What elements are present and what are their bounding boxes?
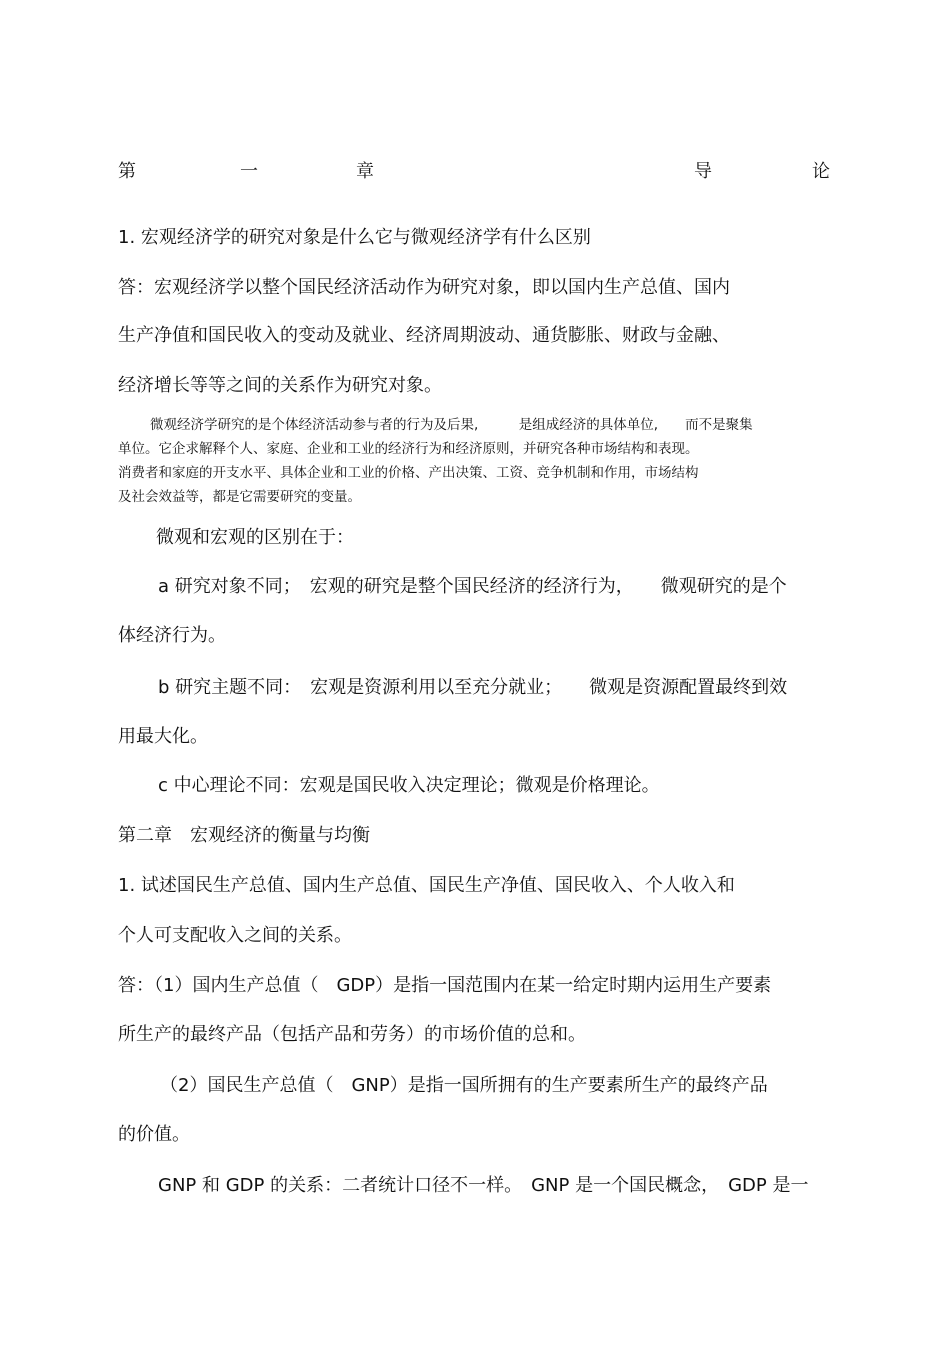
- answer-line: 答：宏观经济学以整个国民经济活动作为研究对象，即以国内生产总值、国内: [118, 277, 730, 298]
- difference-b-line: b 研究主题不同： 宏观是资源利用以至充分就业； 微观是资源配置最终到效: [158, 677, 788, 698]
- micro-paragraph-line: 微观经济学研究的是个体经济活动参与者的行为及后果, 是组成经济的具体单位, 而不是聚集: [150, 417, 753, 433]
- chapter-1-title: [118, 157, 832, 185]
- chapter-2-answer-line: 的价值。: [118, 1124, 190, 1145]
- chapter-1-char: 一: [240, 161, 258, 182]
- chapter-1-char: 第: [118, 161, 136, 182]
- chapter-1-char: 导: [694, 161, 712, 182]
- difference-c-line: c 中心理论不同：宏观是国民收入决定理论；微观是价格理论。: [158, 775, 660, 796]
- chapter-2-answer-line: （2）国民生产总值（ GNP）是指一国所拥有的生产要素所生产的最终产品: [160, 1075, 768, 1096]
- chapter-1-char: 论: [812, 161, 830, 182]
- difference-b-line: 用最大化。: [118, 726, 208, 747]
- micro-paragraph-line: 及社会效益等，都是它需要研究的变量。: [118, 489, 361, 505]
- micro-paragraph-line: 消费者和家庭的开支水平、具体企业和工业的价格、产出决策、工资、竞争机制和作用，市场结构: [118, 465, 699, 481]
- chapter-2-question-line: 1. 试述国民生产总值、国内生产总值、国民生产净值、国民收入、个人收入和: [118, 875, 735, 896]
- chapter-2-answer-line: 答：（1）国内生产总值（ GDP）是指一国范围内在某一给定时期内运用生产要素: [118, 975, 772, 996]
- difference-intro: 微观和宏观的区别在于：: [156, 527, 354, 548]
- question-1-title: 1. 宏观经济学的研究对象是什么它与微观经济学有什么区别: [118, 227, 591, 248]
- difference-a-line: 体经济行为。: [118, 625, 226, 646]
- answer-line: 经济增长等等之间的关系作为研究对象。: [118, 375, 442, 396]
- difference-a-line: a 研究对象不同； 宏观的研究是整个国民经济的经济行为， 微观研究的是个: [158, 576, 787, 597]
- chapter-1-char: 章: [356, 161, 374, 182]
- micro-paragraph-line: 单位。它企求解释个人、家庭、企业和工业的经济行为和经济原则，并研究各种市场结构和表现。: [118, 441, 699, 457]
- answer-line: 生产净值和国民收入的变动及就业、经济周期波动、通货膨胀、财政与金融、: [118, 325, 730, 346]
- chapter-2-answer-line: 所生产的最终产品（包括产品和劳务）的市场价值的总和。: [118, 1024, 586, 1045]
- chapter-2-question-line: 个人可支配收入之间的关系。: [118, 925, 352, 946]
- gnp-gdp-relation-line: GNP 和 GDP 的关系：二者统计口径不一样。 GNP 是一个国民概念， GDP 是一: [158, 1175, 809, 1196]
- chapter-2-title: 第二章 宏观经济的衡量与均衡: [118, 825, 370, 846]
